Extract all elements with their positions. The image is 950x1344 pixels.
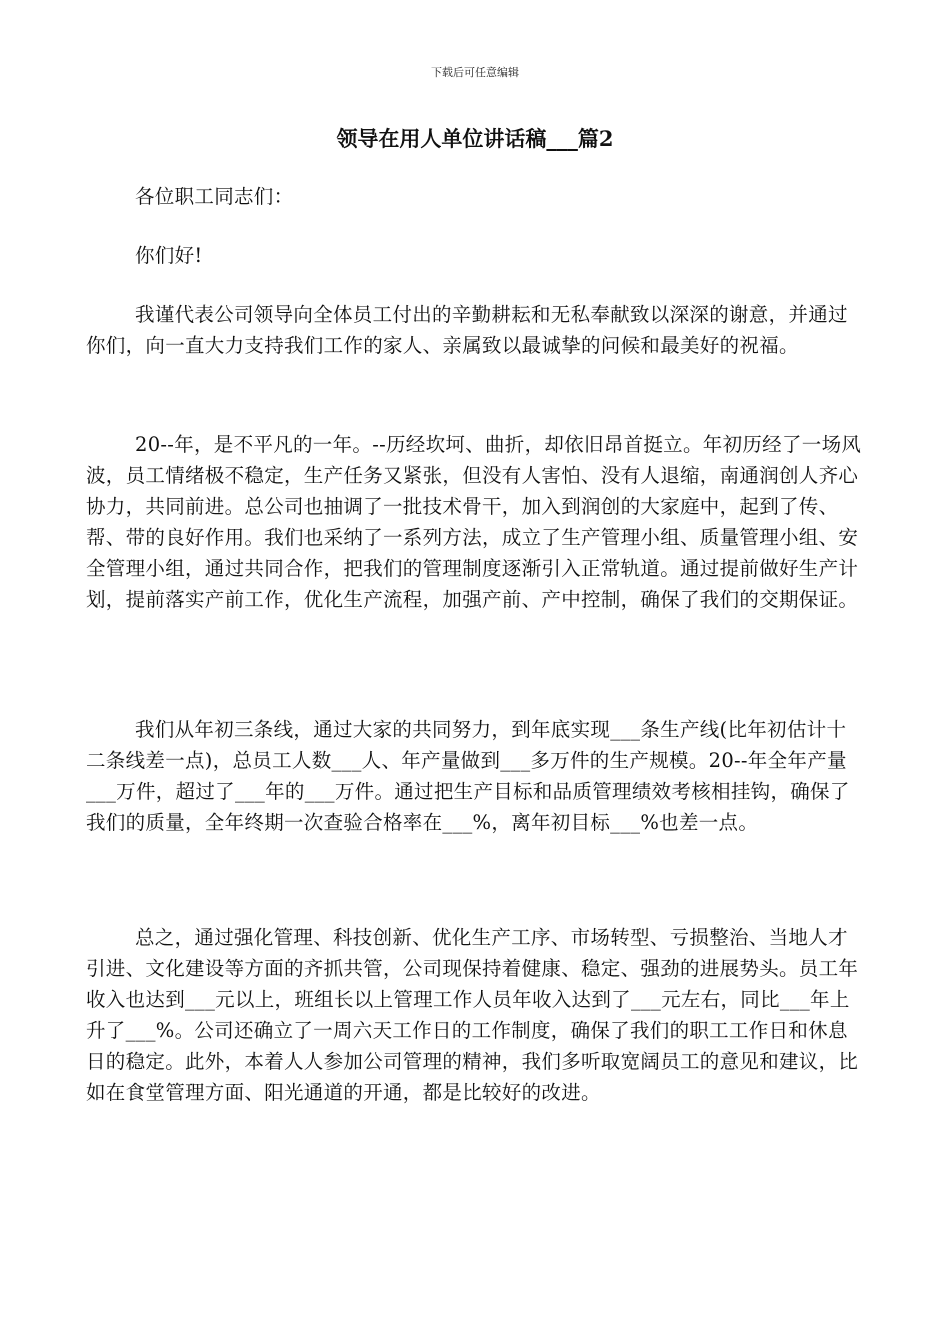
production-output-paragraph: 我们从年初三条线，通过大家的共同努力，到年底实现___条生产线(比年初估计十二条线差一点)，总员工人数___人、年产量做到___多万件的生产规模。20--年全年产量___万件，超过了___年的___万件。通过把生产目标和品质管理绩效考核相挂钩，确保了我们的质量，全年终期一次查验合格率在___%，离年初目标___%也差一点。 (86, 718, 850, 834)
header-note: 下载后可任意编辑 (431, 66, 519, 79)
salutation-paragraph: 各位职工同志们： (135, 185, 294, 208)
year-review-paragraph: 20--年，是不平凡的一年。--历经坎坷、曲折，却依旧昂首挺立。年初历经了一场风波，员工情绪极不稳定，生产任务又紧张，但没有人害怕、没有人退缩，南通润创人齐心协力，共同前进。总公司也抽调了一批技术骨干，加入到润创的大家庭中，起到了传、帮、带的良好作用。我们也采纳了一系列方法，成立了生产管理小组、质量管理小组、安全管理小组，通过共同合作，把我们的管理制度逐渐引入正常轨道。通过提前做好生产计划，提前落实产前工作，优化生产流程，加强产前、产中控制，确保了我们的交期保证。 (86, 433, 862, 611)
greeting-paragraph: 你们好! (135, 244, 203, 267)
thanks-paragraph: 我谨代表公司领导向全体员工付出的辛勤耕耘和无私奉献致以深深的谢意，并通过你们，向一直大力支持我们工作的家人、亲属致以最诚挚的问候和最美好的祝福。 (86, 303, 848, 357)
summary-paragraph: 总之，通过强化管理、科技创新、优化生产工序、市场转型、亏损整治、当地人才引进、文化建设等方面的齐抓共管，公司现保持着健康、稳定、强劲的进展势头。员工年收入也达到___元以上，班组长以上管理工作人员年收入达到了___元左右，同比___年上升了___%。公司还确立了一周六天工作日的工作制度，确保了我们的职工工作日和休息日的稳定。此外，本着人人参加公司管理的精神，我们多听取宽阔员工的意见和建议，比如在食堂管理方面、阳光通道的开通，都是比较好的改进。 (86, 926, 859, 1104)
document-title: 领导在用人单位讲话稿___篇2 (336, 126, 614, 151)
